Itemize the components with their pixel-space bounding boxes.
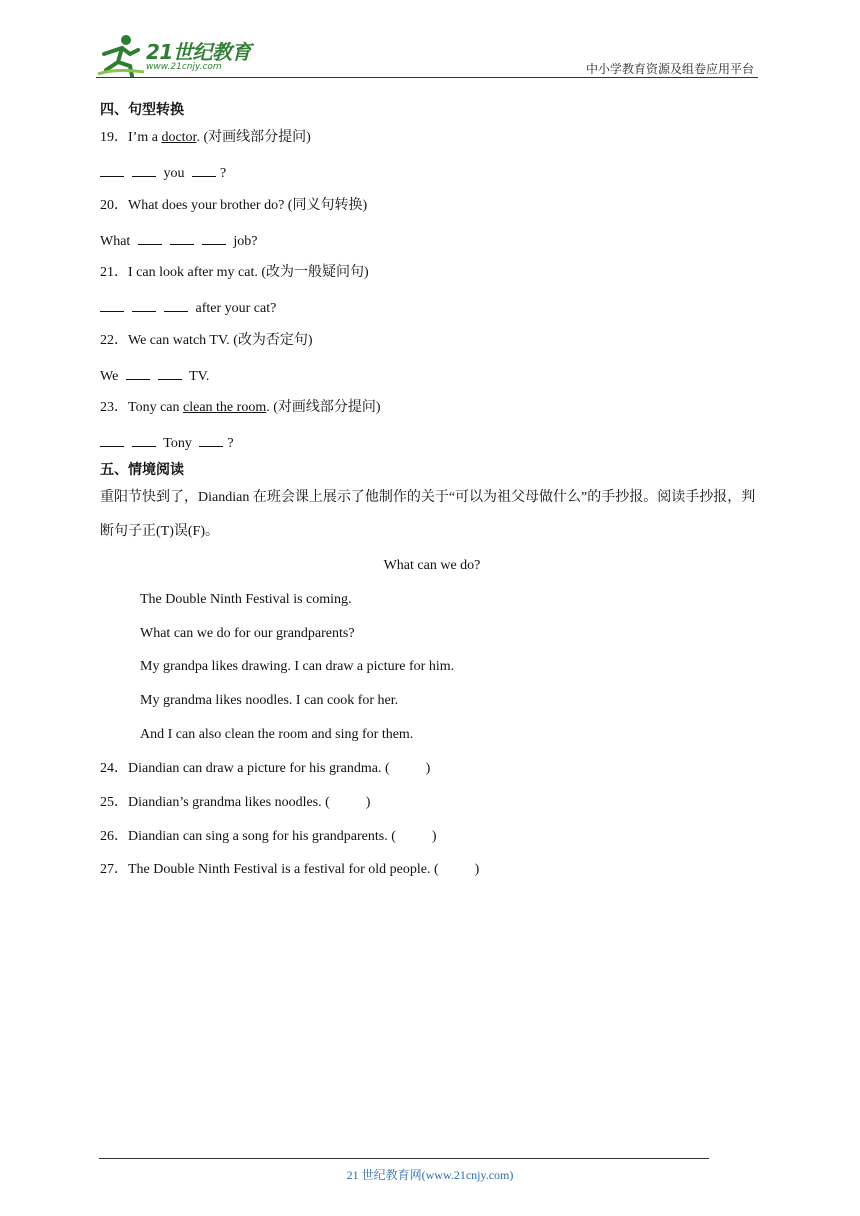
underlined-text: doctor <box>161 130 197 145</box>
answer-19 <box>100 162 226 184</box>
page-footer: 21 世纪教育网(www.21cnjy.com) <box>346 1168 514 1182</box>
section-5-intro: 重阳节快到了，Diandian 在班会课上展示了他制作的关于“可以为祖父母做什么”的手抄报。阅读手抄报，判断句子正(T)误(F)。 <box>100 490 756 539</box>
page-header <box>96 32 758 78</box>
answer-21 <box>100 297 276 319</box>
question-number: 22． <box>100 333 128 348</box>
question-text: We can watch TV. (改为否定句) <box>128 333 313 348</box>
question-text: The Double Ninth Festival is a festival for old people. ( <box>128 862 439 877</box>
answer-end: job? <box>233 234 258 249</box>
question-19 <box>100 128 311 148</box>
paren-close: ) <box>431 829 437 844</box>
answer-blank[interactable] <box>158 365 182 380</box>
answer-22 <box>100 365 209 387</box>
logo-url: www.21cnjy.com <box>146 62 222 72</box>
question-26 <box>100 827 437 847</box>
answer-end: after your cat? <box>195 301 277 316</box>
question-number: 27． <box>100 862 128 877</box>
question-25 <box>100 793 370 813</box>
paren-close: ) <box>474 862 480 877</box>
footer-divider <box>99 1158 709 1159</box>
answer-end: ? <box>227 436 234 451</box>
question-text: Tony can <box>128 400 184 415</box>
logo-text: 21世纪教育 <box>146 40 251 64</box>
answer-blank[interactable] <box>132 162 156 177</box>
answer-word: Tony <box>163 436 192 451</box>
answer-blank[interactable] <box>202 230 226 245</box>
question-21 <box>100 263 369 283</box>
section-4-title: 四、句型转换 <box>100 102 184 118</box>
question-text: Diandian can draw a picture for his grandma. ( <box>128 761 390 776</box>
header-divider <box>96 77 758 78</box>
passage-line: My grandpa likes drawing. I can draw a picture for him. <box>140 659 455 674</box>
answer-end: ? <box>220 166 227 181</box>
answer-start: We <box>100 369 119 384</box>
question-24 <box>100 759 430 779</box>
answer-20 <box>100 230 257 252</box>
answer-end: TV. <box>189 369 210 384</box>
question-number: 20． <box>100 198 128 213</box>
question-instruction: . (对画线部分提问) <box>266 400 381 415</box>
question-27 <box>100 860 479 880</box>
answer-start: What <box>100 234 131 249</box>
question-22 <box>100 331 313 351</box>
question-number: 23． <box>100 400 128 415</box>
answer-word: you <box>163 166 185 181</box>
answer-blank[interactable] <box>199 432 223 447</box>
answer-blank[interactable] <box>100 297 124 312</box>
passage-line: And I can also clean the room and sing for them. <box>140 727 414 742</box>
runner-logo-icon <box>96 32 146 78</box>
passage-line: My grandma likes noodles. I can cook for her. <box>140 693 399 708</box>
answer-blank[interactable] <box>164 297 188 312</box>
question-text: I’m a <box>128 130 162 145</box>
question-20 <box>100 196 367 216</box>
answer-blank[interactable] <box>126 365 150 380</box>
question-text: What does your brother do? (同义句转换) <box>128 198 368 213</box>
passage-line: The Double Ninth Festival is coming. <box>140 592 352 607</box>
answer-23 <box>100 432 234 454</box>
header-tagline: 中小学教育资源及组卷应用平台 <box>585 62 754 76</box>
paren-close: ) <box>365 795 371 810</box>
question-text: Diandian’s grandma likes noodles. ( <box>128 795 330 810</box>
answer-blank[interactable] <box>170 230 194 245</box>
logo <box>96 32 266 78</box>
answer-blank[interactable] <box>192 162 216 177</box>
underlined-text: clean the room <box>183 400 267 415</box>
answer-blank[interactable] <box>100 432 124 447</box>
question-text: I can look after my cat. (改为一般疑问句) <box>128 265 369 280</box>
question-number: 25． <box>100 795 128 810</box>
question-number: 26． <box>100 829 128 844</box>
answer-blank[interactable] <box>132 297 156 312</box>
answer-blank[interactable] <box>132 432 156 447</box>
section-5-title: 五、情境阅读 <box>100 462 184 478</box>
question-instruction: . (对画线部分提问) <box>196 130 311 145</box>
question-number: 19． <box>100 130 128 145</box>
question-text: Diandian can sing a song for his grandparents. ( <box>128 829 396 844</box>
passage-title: What can we do? <box>383 558 481 573</box>
answer-blank[interactable] <box>138 230 162 245</box>
paren-close: ) <box>425 761 431 776</box>
question-23 <box>100 398 381 418</box>
question-number: 24． <box>100 761 128 776</box>
passage-line: What can we do for our grandparents? <box>140 626 355 641</box>
question-number: 21． <box>100 265 128 280</box>
answer-blank[interactable] <box>100 162 124 177</box>
